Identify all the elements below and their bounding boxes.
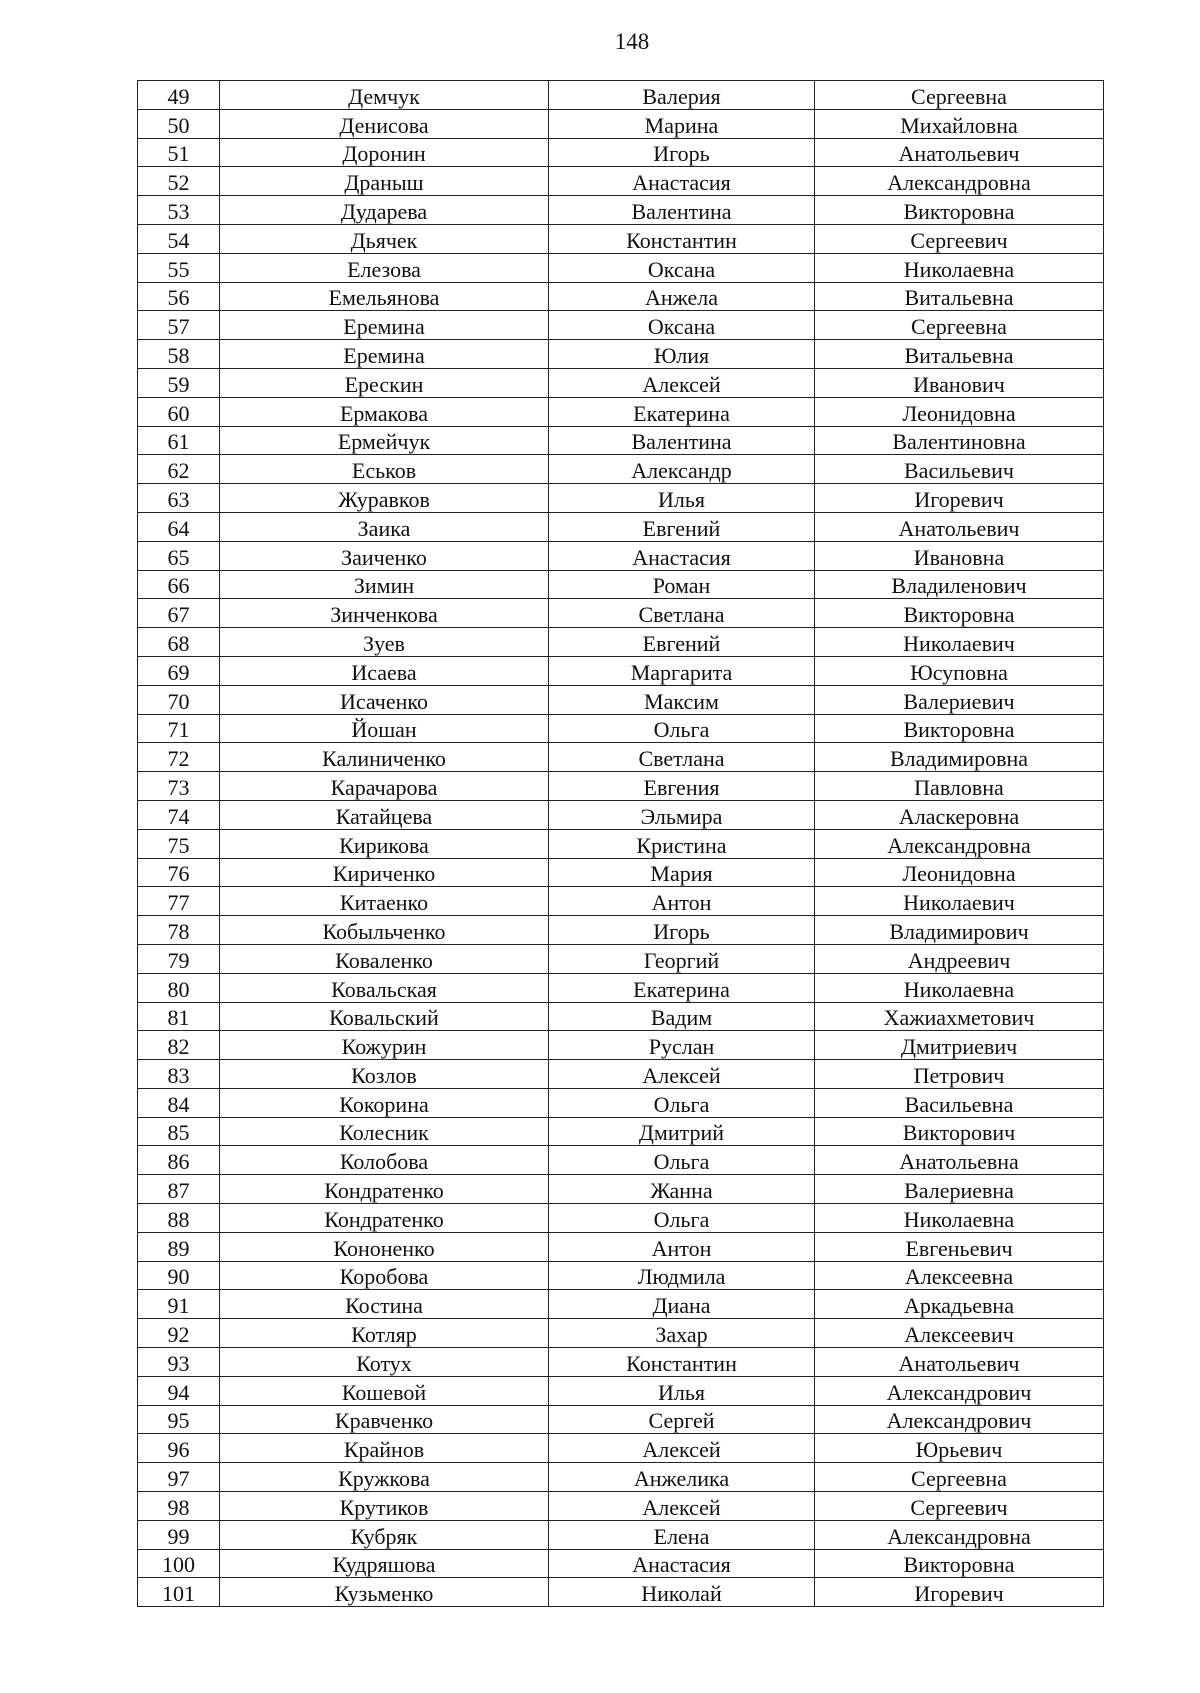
first-name-cell: Ольга [549, 1146, 815, 1175]
surname-cell: Костина [220, 1290, 549, 1319]
row-number-cell: 85 [138, 1117, 220, 1146]
patronymic-cell: Александровна [815, 1520, 1104, 1549]
patronymic-cell: Александрович [815, 1405, 1104, 1434]
surname-cell: Ковальский [220, 1002, 549, 1031]
patronymic-cell: Владимирович [815, 916, 1104, 945]
patronymic-cell: Николаевна [815, 253, 1104, 282]
table-row [138, 1031, 1104, 1060]
first-name-cell: Валентина [549, 196, 815, 225]
row-number-cell: 63 [138, 484, 220, 513]
patronymic-cell: Васильевич [815, 455, 1104, 484]
surname-cell: Драныш [220, 167, 549, 196]
first-name-cell: Игорь [549, 138, 815, 167]
patronymic-cell: Анатольевна [815, 1146, 1104, 1175]
patronymic-cell: Аркадьевна [815, 1290, 1104, 1319]
table-row [138, 1290, 1104, 1319]
first-name-cell: Диана [549, 1290, 815, 1319]
table-row [138, 656, 1104, 685]
patronymic-cell: Викторовна [815, 599, 1104, 628]
table-row [138, 570, 1104, 599]
surname-cell: Ерескин [220, 368, 549, 397]
surname-cell: Кондратенко [220, 1204, 549, 1233]
surname-cell: Карачарова [220, 772, 549, 801]
first-name-cell: Евгений [549, 628, 815, 657]
patronymic-cell: Витальевна [815, 340, 1104, 369]
patronymic-cell: Валериевич [815, 685, 1104, 714]
patronymic-cell: Валериевна [815, 1175, 1104, 1204]
table-row [138, 858, 1104, 887]
row-number-cell: 90 [138, 1261, 220, 1290]
surname-cell: Кобыльченко [220, 916, 549, 945]
patronymic-cell: Михайловна [815, 109, 1104, 138]
first-name-cell: Алексей [549, 1434, 815, 1463]
patronymic-cell: Андреевич [815, 944, 1104, 973]
row-number-cell: 57 [138, 311, 220, 340]
first-name-cell: Николай [549, 1578, 815, 1607]
table-row [138, 253, 1104, 282]
patronymic-cell: Владимировна [815, 743, 1104, 772]
surname-cell: Заика [220, 512, 549, 541]
surname-cell: Кириченко [220, 858, 549, 887]
surname-cell: Йошан [220, 714, 549, 743]
first-name-cell: Анжела [549, 282, 815, 311]
first-name-cell: Илья [549, 484, 815, 513]
patronymic-cell: Иванович [815, 368, 1104, 397]
row-number-cell: 83 [138, 1060, 220, 1089]
surname-cell: Кравченко [220, 1405, 549, 1434]
first-name-cell: Оксана [549, 253, 815, 282]
surname-cell: Коваленко [220, 944, 549, 973]
first-name-cell: Илья [549, 1376, 815, 1405]
row-number-cell: 60 [138, 397, 220, 426]
surname-cell: Ковальская [220, 973, 549, 1002]
table-row [138, 426, 1104, 455]
patronymic-cell: Леонидовна [815, 858, 1104, 887]
row-number-cell: 49 [138, 81, 220, 110]
patronymic-cell: Игоревич [815, 484, 1104, 513]
patronymic-cell: Анатольевич [815, 1348, 1104, 1377]
patronymic-cell: Витальевна [815, 282, 1104, 311]
row-number-cell: 51 [138, 138, 220, 167]
first-name-cell: Марина [549, 109, 815, 138]
row-number-cell: 61 [138, 426, 220, 455]
table-row [138, 512, 1104, 541]
patronymic-cell: Петрович [815, 1060, 1104, 1089]
patronymic-cell: Викторовна [815, 196, 1104, 225]
surname-cell: Кирикова [220, 829, 549, 858]
table-row [138, 1002, 1104, 1031]
surname-cell: Китаенко [220, 887, 549, 916]
first-name-cell: Анастасия [549, 1549, 815, 1578]
patronymic-cell: Александровна [815, 829, 1104, 858]
surname-cell: Еремина [220, 311, 549, 340]
row-number-cell: 81 [138, 1002, 220, 1031]
row-number-cell: 73 [138, 772, 220, 801]
table-row [138, 109, 1104, 138]
row-number-cell: 98 [138, 1492, 220, 1521]
first-name-cell: Анастасия [549, 541, 815, 570]
surname-cell: Котух [220, 1348, 549, 1377]
patronymic-cell: Сергеевич [815, 1492, 1104, 1521]
row-number-cell: 71 [138, 714, 220, 743]
table-row [138, 1232, 1104, 1261]
patronymic-cell: Анатольевич [815, 138, 1104, 167]
row-number-cell: 54 [138, 224, 220, 253]
patronymic-cell: Ивановна [815, 541, 1104, 570]
table-row [138, 340, 1104, 369]
row-number-cell: 59 [138, 368, 220, 397]
first-name-cell: Кристина [549, 829, 815, 858]
row-number-cell: 72 [138, 743, 220, 772]
roster-table [137, 80, 1104, 1607]
table-row [138, 772, 1104, 801]
table-row [138, 1463, 1104, 1492]
row-number-cell: 53 [138, 196, 220, 225]
table-row [138, 368, 1104, 397]
table-row [138, 1348, 1104, 1377]
first-name-cell: Георгий [549, 944, 815, 973]
first-name-cell: Роман [549, 570, 815, 599]
table-row [138, 1376, 1104, 1405]
first-name-cell: Анжелика [549, 1463, 815, 1492]
row-number-cell: 64 [138, 512, 220, 541]
first-name-cell: Юлия [549, 340, 815, 369]
table-row [138, 800, 1104, 829]
patronymic-cell: Леонидовна [815, 397, 1104, 426]
table-row [138, 138, 1104, 167]
first-name-cell: Валентина [549, 426, 815, 455]
surname-cell: Доронин [220, 138, 549, 167]
first-name-cell: Антон [549, 1232, 815, 1261]
first-name-cell: Екатерина [549, 973, 815, 1002]
surname-cell: Кокорина [220, 1088, 549, 1117]
table-row [138, 196, 1104, 225]
row-number-cell: 55 [138, 253, 220, 282]
table-row [138, 743, 1104, 772]
first-name-cell: Евгений [549, 512, 815, 541]
row-number-cell: 97 [138, 1463, 220, 1492]
table-row [138, 282, 1104, 311]
patronymic-cell: Евгеньевич [815, 1232, 1104, 1261]
patronymic-cell: Сергеевич [815, 224, 1104, 253]
surname-cell: Журавков [220, 484, 549, 513]
first-name-cell: Валерия [549, 81, 815, 110]
first-name-cell: Руслан [549, 1031, 815, 1060]
row-number-cell: 56 [138, 282, 220, 311]
surname-cell: Кондратенко [220, 1175, 549, 1204]
table-row [138, 81, 1104, 110]
table-row [138, 887, 1104, 916]
row-number-cell: 94 [138, 1376, 220, 1405]
first-name-cell: Мария [549, 858, 815, 887]
row-number-cell: 79 [138, 944, 220, 973]
row-number-cell: 70 [138, 685, 220, 714]
first-name-cell: Светлана [549, 743, 815, 772]
first-name-cell: Сергей [549, 1405, 815, 1434]
row-number-cell: 80 [138, 973, 220, 1002]
table-row [138, 167, 1104, 196]
table-row [138, 1319, 1104, 1348]
row-number-cell: 91 [138, 1290, 220, 1319]
first-name-cell: Оксана [549, 311, 815, 340]
patronymic-cell: Анатольевич [815, 512, 1104, 541]
first-name-cell: Евгения [549, 772, 815, 801]
row-number-cell: 68 [138, 628, 220, 657]
table-row [138, 829, 1104, 858]
first-name-cell: Александр [549, 455, 815, 484]
table-row [138, 599, 1104, 628]
table-row [138, 714, 1104, 743]
patronymic-cell: Николаевна [815, 1204, 1104, 1233]
row-number-cell: 101 [138, 1578, 220, 1607]
patronymic-cell: Васильевна [815, 1088, 1104, 1117]
table-row [138, 628, 1104, 657]
first-name-cell: Людмила [549, 1261, 815, 1290]
patronymic-cell: Николаевна [815, 973, 1104, 1002]
surname-cell: Колобова [220, 1146, 549, 1175]
patronymic-cell: Сергеевна [815, 311, 1104, 340]
surname-cell: Калиниченко [220, 743, 549, 772]
table-row [138, 455, 1104, 484]
surname-cell: Кошевой [220, 1376, 549, 1405]
surname-cell: Кудряшова [220, 1549, 549, 1578]
surname-cell: Заиченко [220, 541, 549, 570]
row-number-cell: 65 [138, 541, 220, 570]
surname-cell: Крайнов [220, 1434, 549, 1463]
patronymic-cell: Викторовна [815, 1549, 1104, 1578]
first-name-cell: Екатерина [549, 397, 815, 426]
row-number-cell: 86 [138, 1146, 220, 1175]
patronymic-cell: Сергеевна [815, 1463, 1104, 1492]
table-row [138, 1088, 1104, 1117]
surname-cell: Исаченко [220, 685, 549, 714]
surname-cell: Катайцева [220, 800, 549, 829]
surname-cell: Козлов [220, 1060, 549, 1089]
patronymic-cell: Викторович [815, 1117, 1104, 1146]
surname-cell: Колесник [220, 1117, 549, 1146]
patronymic-cell: Валентиновна [815, 426, 1104, 455]
patronymic-cell: Хажиахметович [815, 1002, 1104, 1031]
table-row [138, 224, 1104, 253]
first-name-cell: Игорь [549, 916, 815, 945]
first-name-cell: Антон [549, 887, 815, 916]
patronymic-cell: Николаевич [815, 887, 1104, 916]
surname-cell: Исаева [220, 656, 549, 685]
row-number-cell: 50 [138, 109, 220, 138]
page-number: 148 [614, 29, 650, 54]
row-number-cell: 58 [138, 340, 220, 369]
surname-cell: Зинченкова [220, 599, 549, 628]
row-number-cell: 78 [138, 916, 220, 945]
patronymic-cell: Аласкеровна [815, 800, 1104, 829]
surname-cell: Кожурин [220, 1031, 549, 1060]
table-row [138, 916, 1104, 945]
patronymic-cell: Алексеевна [815, 1261, 1104, 1290]
table-row [138, 1117, 1104, 1146]
first-name-cell: Алексей [549, 1060, 815, 1089]
table-row [138, 1434, 1104, 1463]
table-row [138, 1146, 1104, 1175]
surname-cell: Коробова [220, 1261, 549, 1290]
surname-cell: Кубряк [220, 1520, 549, 1549]
row-number-cell: 92 [138, 1319, 220, 1348]
roster-body [138, 81, 1104, 1607]
first-name-cell: Максим [549, 685, 815, 714]
surname-cell: Зуев [220, 628, 549, 657]
surname-cell: Еськов [220, 455, 549, 484]
row-number-cell: 75 [138, 829, 220, 858]
row-number-cell: 87 [138, 1175, 220, 1204]
surname-cell: Крутиков [220, 1492, 549, 1521]
row-number-cell: 96 [138, 1434, 220, 1463]
surname-cell: Кружкова [220, 1463, 549, 1492]
table-row [138, 973, 1104, 1002]
surname-cell: Дьячек [220, 224, 549, 253]
row-number-cell: 66 [138, 570, 220, 599]
row-number-cell: 62 [138, 455, 220, 484]
first-name-cell: Эльмира [549, 800, 815, 829]
row-number-cell: 52 [138, 167, 220, 196]
row-number-cell: 93 [138, 1348, 220, 1377]
first-name-cell: Ольга [549, 1088, 815, 1117]
row-number-cell: 88 [138, 1204, 220, 1233]
table-row [138, 1060, 1104, 1089]
row-number-cell: 77 [138, 887, 220, 916]
first-name-cell: Ольга [549, 714, 815, 743]
row-number-cell: 69 [138, 656, 220, 685]
patronymic-cell: Александровна [815, 167, 1104, 196]
patronymic-cell: Павловна [815, 772, 1104, 801]
patronymic-cell: Дмитриевич [815, 1031, 1104, 1060]
first-name-cell: Константин [549, 224, 815, 253]
first-name-cell: Захар [549, 1319, 815, 1348]
table-row [138, 311, 1104, 340]
first-name-cell: Елена [549, 1520, 815, 1549]
row-number-cell: 95 [138, 1405, 220, 1434]
row-number-cell: 76 [138, 858, 220, 887]
surname-cell: Демчук [220, 81, 549, 110]
row-number-cell: 67 [138, 599, 220, 628]
first-name-cell: Алексей [549, 368, 815, 397]
surname-cell: Емельянова [220, 282, 549, 311]
first-name-cell: Вадим [549, 1002, 815, 1031]
table-row [138, 1405, 1104, 1434]
row-number-cell: 82 [138, 1031, 220, 1060]
patronymic-cell: Александрович [815, 1376, 1104, 1405]
table-row [138, 1520, 1104, 1549]
table-row [138, 1549, 1104, 1578]
surname-cell: Зимин [220, 570, 549, 599]
surname-cell: Денисова [220, 109, 549, 138]
surname-cell: Кононенко [220, 1232, 549, 1261]
surname-cell: Дударева [220, 196, 549, 225]
surname-cell: Ермакова [220, 397, 549, 426]
table-row [138, 1578, 1104, 1607]
surname-cell: Еремина [220, 340, 549, 369]
patronymic-cell: Юсуповна [815, 656, 1104, 685]
table-row [138, 1204, 1104, 1233]
table-row [138, 685, 1104, 714]
table-row [138, 1261, 1104, 1290]
first-name-cell: Константин [549, 1348, 815, 1377]
table-row [138, 541, 1104, 570]
table-row [138, 484, 1104, 513]
first-name-cell: Жанна [549, 1175, 815, 1204]
patronymic-cell: Юрьевич [815, 1434, 1104, 1463]
surname-cell: Елезова [220, 253, 549, 282]
table-row [138, 397, 1104, 426]
row-number-cell: 100 [138, 1549, 220, 1578]
row-number-cell: 74 [138, 800, 220, 829]
surname-cell: Котляр [220, 1319, 549, 1348]
patronymic-cell: Сергеевна [815, 81, 1104, 110]
first-name-cell: Светлана [549, 599, 815, 628]
surname-cell: Кузьменко [220, 1578, 549, 1607]
table-row [138, 944, 1104, 973]
first-name-cell: Анастасия [549, 167, 815, 196]
first-name-cell: Ольга [549, 1204, 815, 1233]
patronymic-cell: Алексеевич [815, 1319, 1104, 1348]
patronymic-cell: Викторовна [815, 714, 1104, 743]
patronymic-cell: Игоревич [815, 1578, 1104, 1607]
patronymic-cell: Владиленович [815, 570, 1104, 599]
surname-cell: Ермейчук [220, 426, 549, 455]
first-name-cell: Алексей [549, 1492, 815, 1521]
table-row [138, 1175, 1104, 1204]
row-number-cell: 99 [138, 1520, 220, 1549]
table-row [138, 1492, 1104, 1521]
first-name-cell: Маргарита [549, 656, 815, 685]
first-name-cell: Дмитрий [549, 1117, 815, 1146]
row-number-cell: 89 [138, 1232, 220, 1261]
patronymic-cell: Николаевич [815, 628, 1104, 657]
row-number-cell: 84 [138, 1088, 220, 1117]
